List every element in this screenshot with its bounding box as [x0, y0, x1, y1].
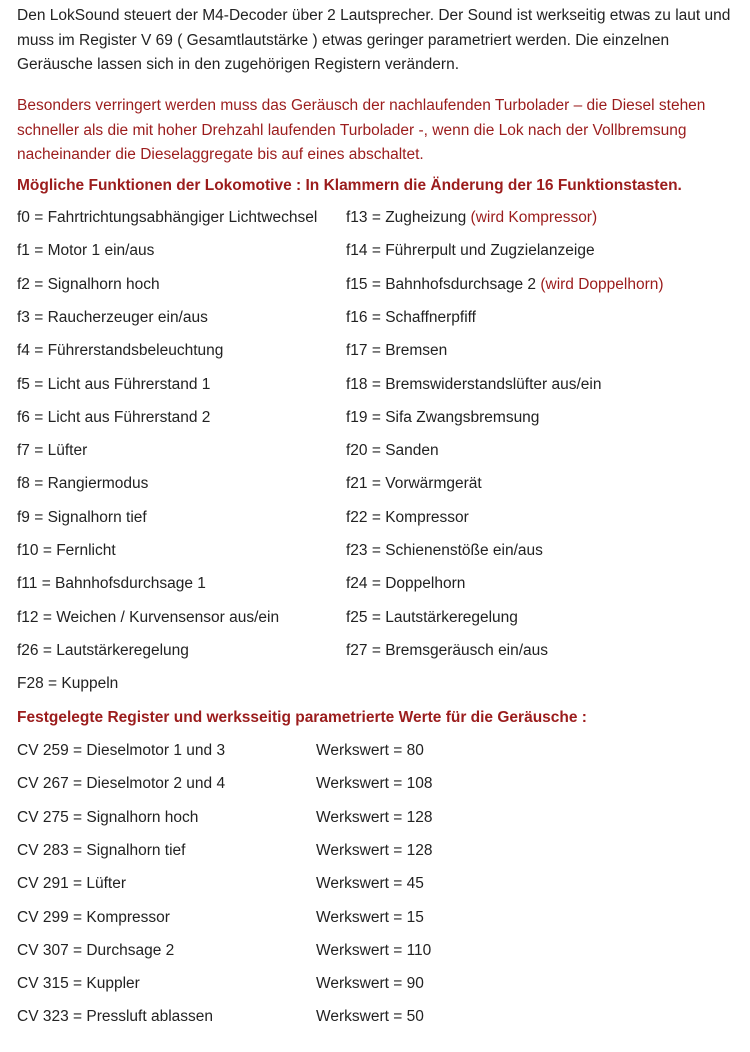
function-item: f10 = Fernlicht	[17, 542, 116, 559]
function-item: f5 = Licht aus Führerstand 1	[17, 375, 211, 393]
function-item: f7 = Lüfter	[17, 442, 88, 460]
function-item: f19 = Sifa Zwangsbremsung	[346, 408, 540, 426]
register-name: CV 259 = Dieselmotor 1 und 3	[17, 742, 226, 759]
register-value: Werkswert = 128	[316, 808, 433, 826]
function-item: f26 = Lautstärkeregelung	[17, 641, 189, 659]
function-item: f21 = Vorwärmgerät	[346, 475, 482, 493]
function-item: f16 = Schaffnerpfiff	[346, 308, 476, 326]
function-item: f2 = Signalhorn hoch	[17, 275, 160, 293]
register-name: CV 267 = Dieselmotor 2 und 4	[17, 775, 226, 793]
function-item: f3 = Raucherzeuger ein/aus	[17, 308, 208, 326]
function-item: f20 = Sanden	[346, 442, 439, 460]
register-value: Werkswert = 110	[316, 941, 432, 959]
register-name: CV 323 = Pressluft ablassen	[17, 1008, 214, 1026]
function-item: f24 = Doppelhorn	[346, 575, 466, 593]
registers-heading: Festgelegte Register und werksseitig parametrierte Werte für die Geräusche :	[17, 709, 587, 726]
turbo-warning-paragraph: Besonders verringert werden muss das Geräusch der nachlaufenden Turbolader – die Diesel stehen schneller als die mit hoher Drehzahl laufenden Turbolader -, wenn die Lok nach der Vollbremsung nacheinander die Dieselaggregate bis auf eines abschaltet.	[17, 97, 706, 163]
function-item: F28 = Kuppeln	[17, 675, 119, 693]
functions-heading: Mögliche Funktionen der Lokomotive : In Klammern die Änderung der 16 Funktionstasten.	[17, 177, 682, 194]
register-name: CV 299 = Kompressor	[17, 908, 170, 926]
function-item: f0 = Fahrtrichtungsabhängiger Lichtwechsel	[17, 209, 318, 226]
function-item: f15 = Bahnhofsdurchsage 2 (wird Doppelhorn)	[346, 275, 664, 293]
register-value: Werkswert = 108	[316, 775, 433, 793]
register-name: CV 307 = Durchsage 2	[17, 941, 175, 959]
register-value: Werkswert = 15	[316, 908, 424, 926]
function-item: f17 = Bremsen	[346, 342, 448, 360]
function-item: f18 = Bremswiderstandslüfter aus/ein	[346, 375, 602, 393]
function-item: f4 = Führerstandsbeleuchtung	[17, 342, 224, 360]
function-item: f6 = Licht aus Führerstand 2	[17, 408, 211, 426]
function-change-note: (wird Doppelhorn)	[540, 275, 664, 293]
register-value: Werkswert = 45	[316, 875, 424, 893]
function-item: f8 = Rangiermodus	[17, 475, 149, 493]
function-item: f12 = Weichen / Kurvensensor aus/ein	[17, 608, 280, 626]
function-item: f22 = Kompressor	[346, 508, 469, 526]
function-item: f9 = Signalhorn tief	[17, 508, 147, 526]
register-value: Werkswert = 80	[316, 742, 424, 759]
register-value: Werkswert = 90	[316, 975, 424, 993]
function-item: f1 = Motor 1 ein/aus	[17, 242, 155, 260]
register-name: CV 315 = Kuppler	[17, 975, 140, 993]
register-name: CV 275 = Signalhorn hoch	[17, 808, 199, 826]
register-value: Werkswert = 50	[316, 1008, 424, 1026]
function-item: f11 = Bahnhofsdurchsage 1	[17, 575, 206, 593]
function-item: f27 = Bremsgeräusch ein/aus	[346, 641, 549, 659]
register-name: CV 291 = Lüfter	[17, 875, 126, 893]
function-item: f13 = Zugheizung (wird Kompressor)	[346, 209, 598, 226]
intro-paragraph: Den LokSound steuert der M4-Decoder über 2 Lautsprecher. Der Sound ist werkseitig etwas zu laut und muss im Register V 69 ( Gesamtlautstärke ) etwas geringer parametriert werden. Die einzelnen Geräusche lassen sich in den zugehörigen Registern verändern.	[17, 7, 731, 73]
function-item: f25 = Lautstärkeregelung	[346, 608, 518, 626]
function-item: f23 = Schienenstöße ein/aus	[346, 542, 543, 559]
function-item: f14 = Führerpult und Zugzielanzeige	[346, 242, 595, 260]
register-name: CV 283 = Signalhorn tief	[17, 841, 186, 859]
register-value: Werkswert = 128	[316, 841, 433, 859]
function-change-note: (wird Kompressor)	[470, 209, 598, 226]
